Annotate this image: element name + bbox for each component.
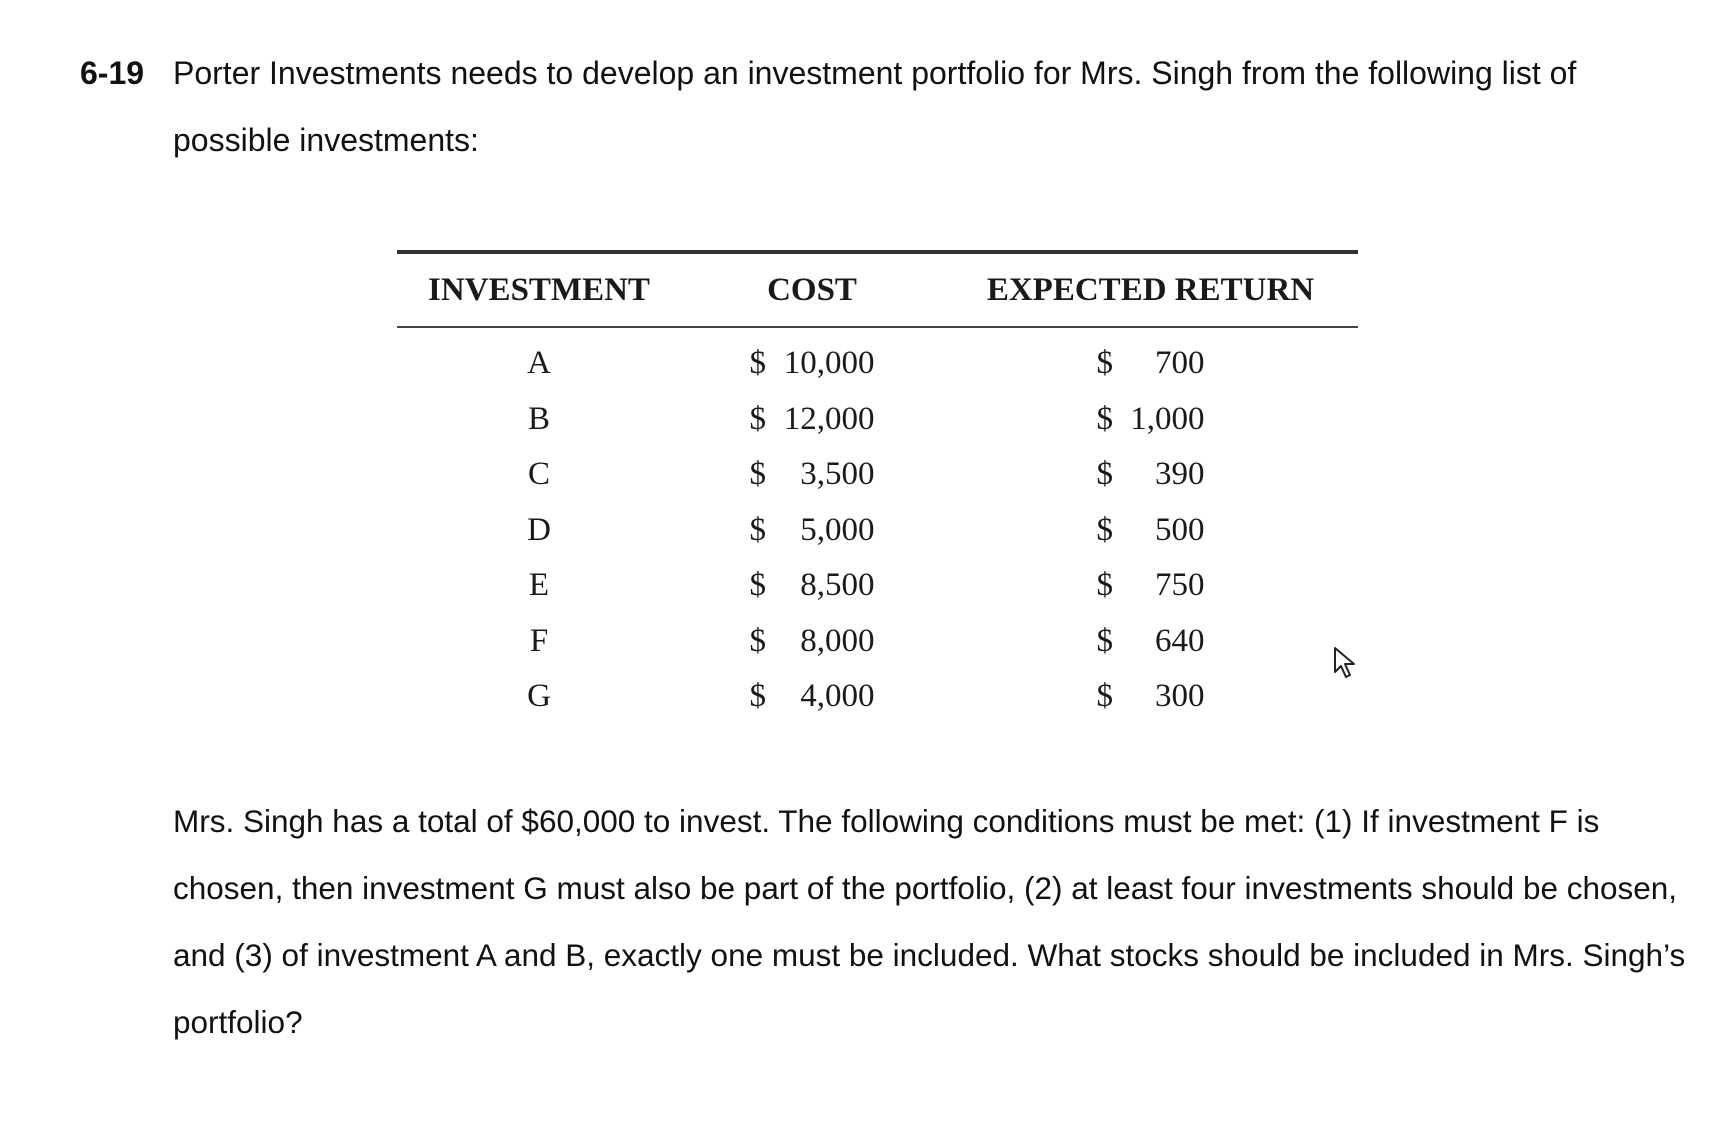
return-currency-symbol: $ <box>1096 511 1113 548</box>
return-value: 640 <box>1155 622 1205 659</box>
table-row <box>397 669 1358 725</box>
cost-amount <box>750 401 875 438</box>
problem-conditions: Mrs. Singh has a total of $60,000 to invest. The following conditions must be met: (1) If investment F is chosen, then investment G must also be part of the portfolio, (2) at least four investments should be chosen, and (3) of investment A and B, exactly one must be included. What stocks should be included in Mrs. Singh’s portfolio? <box>173 803 1686 1040</box>
cost-currency-symbol: $ <box>749 511 766 548</box>
cost-currency-symbol: $ <box>749 345 766 382</box>
mouse-pointer-icon <box>1333 646 1359 680</box>
return-currency-symbol: $ <box>1096 678 1113 715</box>
problem-intro: Porter Investments needs to develop an investment portfolio for Mrs. Singh from the following list of possible investments: <box>173 55 1577 158</box>
cost-cell <box>681 328 943 392</box>
cost-cell <box>681 669 943 725</box>
return-amount <box>1097 567 1205 604</box>
return-value: 500 <box>1155 511 1205 548</box>
investment-cell: A <box>527 345 551 382</box>
table-row <box>397 447 1358 503</box>
return-value: 1,000 <box>1130 400 1205 437</box>
cost-currency-symbol: $ <box>749 400 766 437</box>
cost-amount <box>750 623 875 660</box>
table-row <box>397 614 1358 670</box>
return-currency-symbol: $ <box>1096 567 1113 604</box>
return-value: 390 <box>1155 456 1205 493</box>
cost-cell <box>681 447 943 503</box>
cost-currency-symbol: $ <box>749 456 766 493</box>
cost-value: 4,000 <box>800 678 875 715</box>
cost-amount <box>750 567 875 604</box>
table-header-row <box>397 254 1358 326</box>
return-value: 300 <box>1155 678 1205 715</box>
return-value: 700 <box>1155 345 1205 382</box>
return-value: 750 <box>1155 567 1205 604</box>
cost-amount <box>750 512 875 549</box>
problem-number: 6-19 <box>80 55 145 91</box>
investments-table <box>397 250 1358 725</box>
cost-amount <box>750 345 875 382</box>
cost-value: 3,500 <box>800 456 875 493</box>
expected-return-cell <box>943 392 1358 448</box>
return-amount <box>1097 456 1205 493</box>
return-amount <box>1097 623 1205 660</box>
return-amount <box>1097 678 1205 715</box>
table-row <box>397 328 1358 392</box>
investment-cell: C <box>527 456 550 493</box>
cost-cell <box>681 558 943 614</box>
return-currency-symbol: $ <box>1096 456 1113 493</box>
cost-currency-symbol: $ <box>749 567 766 604</box>
header-investment: INVESTMENT <box>428 271 650 308</box>
cost-value: 8,000 <box>800 622 875 659</box>
investment-cell: D <box>527 511 551 548</box>
table-row <box>397 558 1358 614</box>
expected-return-cell <box>943 328 1358 392</box>
investment-cell: F <box>529 622 549 659</box>
expected-return-cell <box>943 669 1358 725</box>
investments-table-grid <box>397 254 1358 725</box>
investment-cell: B <box>527 400 550 437</box>
cost-cell <box>681 503 943 559</box>
cost-cell <box>681 392 943 448</box>
investment-cell: E <box>528 567 550 604</box>
cost-value: 8,500 <box>800 567 875 604</box>
cost-value: 10,000 <box>783 345 875 382</box>
cost-cell <box>681 614 943 670</box>
table-row <box>397 503 1358 559</box>
return-currency-symbol: $ <box>1096 400 1113 437</box>
cost-value: 5,000 <box>800 511 875 548</box>
cost-value: 12,000 <box>783 400 875 437</box>
return-amount <box>1097 512 1205 549</box>
cost-amount <box>750 456 875 493</box>
cost-amount <box>750 678 875 715</box>
investment-cell: G <box>527 678 551 715</box>
return-amount <box>1097 401 1205 438</box>
expected-return-cell <box>943 503 1358 559</box>
return-currency-symbol: $ <box>1096 622 1113 659</box>
cost-currency-symbol: $ <box>749 678 766 715</box>
header-cost: COST <box>767 271 857 308</box>
cost-currency-symbol: $ <box>749 622 766 659</box>
expected-return-cell <box>943 447 1358 503</box>
expected-return-cell <box>943 614 1358 670</box>
header-expected-return: EXPECTED RETURN <box>986 271 1315 308</box>
expected-return-cell <box>943 558 1358 614</box>
table-row <box>397 392 1358 448</box>
table-body <box>397 328 1358 725</box>
return-amount <box>1097 345 1205 382</box>
return-currency-symbol: $ <box>1096 345 1113 382</box>
